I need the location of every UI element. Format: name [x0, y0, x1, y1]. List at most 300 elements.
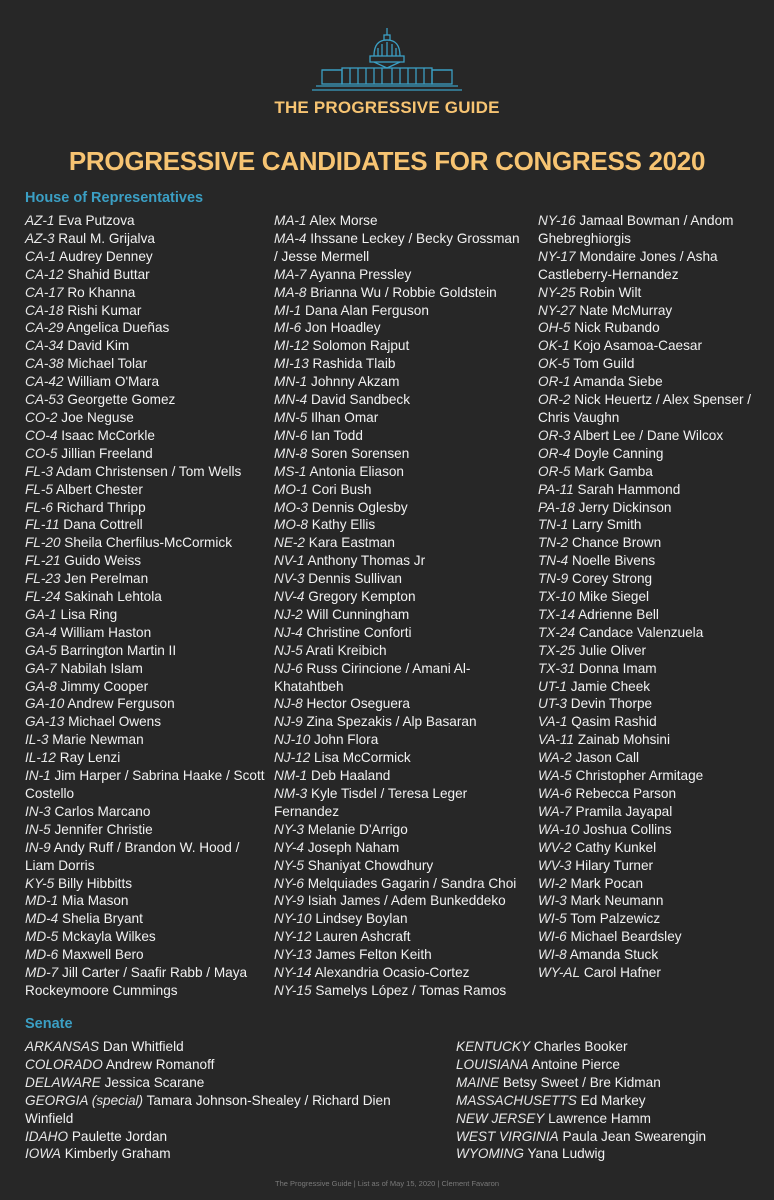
house-candidate: William O'Mara: [67, 374, 160, 390]
house-candidate: Jason Call: [575, 750, 639, 766]
house-entry: [274, 713, 526, 731]
house-candidate: William Haston: [60, 624, 152, 640]
senate-district: LOUISIANA: [456, 1056, 529, 1072]
house-candidate: Ray Lenzi: [59, 750, 121, 766]
house-district: FL-21: [25, 553, 61, 569]
senate-district: WYOMING: [456, 1146, 524, 1162]
senate-district: IDAHO: [25, 1128, 69, 1144]
house-candidate: Shelia Bryant: [62, 911, 143, 927]
house-entry: [274, 964, 526, 982]
senate-district: COLORADO: [25, 1056, 103, 1072]
senate-candidate: Andrew Romanoff: [105, 1056, 215, 1072]
house-entry: [25, 516, 265, 534]
house-entry: [538, 302, 760, 320]
house-district: MI-6: [274, 320, 302, 336]
senate-district: MASSACHUSETTS: [456, 1092, 577, 1108]
senate-entry: [456, 1092, 756, 1110]
senate-entry: [456, 1074, 756, 1092]
senate-entry: [25, 1074, 415, 1092]
house-district: GA-7: [25, 660, 57, 676]
house-entry: [25, 248, 265, 266]
house-entry: [274, 839, 526, 857]
house-candidate: Sakinah Lehtola: [64, 589, 162, 605]
house-entry: [25, 427, 265, 445]
house-entry: [538, 910, 760, 928]
house-district: IN-3: [25, 803, 51, 819]
house-district: VA-11: [538, 732, 575, 748]
senate-candidate: Jessica Scarane: [104, 1074, 205, 1090]
house-candidate: Brianna Wu / Robbie Goldstein: [310, 284, 497, 300]
senate-district: ARKANSAS: [25, 1039, 100, 1054]
house-entry: [538, 857, 760, 875]
house-district: WV-3: [538, 857, 572, 873]
house-candidate: Albert Lee / Dane Wilcox: [573, 427, 724, 443]
house-district: FL-20: [25, 535, 61, 551]
house-entry: [538, 624, 760, 642]
house-entry: [274, 731, 526, 749]
house-district: NY-10: [274, 911, 312, 927]
house-entry: [538, 248, 760, 284]
house-district: WI-5: [538, 911, 567, 927]
house-district: MN-6: [274, 427, 308, 443]
house-column-3: [538, 212, 760, 982]
house-district: WA-2: [538, 750, 572, 766]
house-district: TX-14: [538, 606, 576, 622]
house-district: FL-24: [25, 589, 61, 605]
senate-candidate: Kimberly Graham: [64, 1146, 171, 1162]
house-candidate: Raul M. Grijalva: [58, 230, 155, 246]
house-entry: [25, 445, 265, 463]
house-candidate: Soren Sorensen: [311, 445, 410, 461]
house-candidate: Melanie D'Arrigo: [307, 821, 408, 837]
senate-candidate: Paulette Jordan: [71, 1128, 168, 1144]
house-entry: [274, 767, 526, 785]
house-entry: [25, 660, 265, 678]
house-entry: [25, 391, 265, 409]
house-entry: [25, 678, 265, 696]
house-candidate: Dennis Sullivan: [308, 571, 402, 587]
house-candidate: Jennifer Christie: [54, 821, 153, 837]
house-district: TX-10: [538, 589, 576, 605]
house-district: FL-11: [25, 517, 60, 533]
house-district: MA-4: [274, 230, 307, 246]
house-district: TN-2: [538, 535, 569, 551]
house-entry: [538, 713, 760, 731]
footer-credit: The Progressive Guide | List as of May 15, 2020 | Clement Favaron: [274, 1179, 499, 1188]
house-candidate: Ilhan Omar: [311, 409, 379, 425]
house-entry: [538, 785, 760, 803]
house-entry: [538, 803, 760, 821]
senate-column-2: [456, 1038, 756, 1163]
house-district: CA-1: [25, 248, 56, 264]
house-entry: [25, 624, 265, 642]
house-district: WV-2: [538, 839, 572, 855]
house-candidate: Christopher Armitage: [575, 768, 704, 784]
house-district: OK-1: [538, 338, 570, 354]
house-district: MD-4: [25, 911, 59, 927]
house-candidate: Billy Hibbitts: [58, 875, 133, 891]
house-entry: [25, 839, 265, 875]
house-district: WA-10: [538, 821, 580, 837]
house-candidate: Cathy Kunkel: [575, 839, 657, 855]
senate-district: NEW JERSEY: [456, 1110, 545, 1126]
house-district: MD-6: [25, 947, 59, 963]
house-candidate: Isaac McCorkle: [61, 427, 155, 443]
senate-column-1: [25, 1038, 415, 1163]
house-entry: [25, 803, 265, 821]
house-entry: [274, 588, 526, 606]
house-candidate: Jimmy Cooper: [60, 678, 149, 694]
house-entry: [538, 749, 760, 767]
house-district: IL-12: [25, 750, 56, 766]
house-district: NY-3: [274, 821, 304, 837]
house-district: WA-5: [538, 768, 572, 784]
house-entry: [274, 552, 526, 570]
house-candidate: Sheila Cherfilus-McCormick: [64, 535, 232, 551]
house-candidate: Melquiades Gagarin / Sandra Choi: [307, 875, 517, 891]
logo: [0, 26, 774, 92]
house-entry: [25, 892, 265, 910]
house-entry: [538, 660, 760, 678]
house-candidate: Kara Eastman: [308, 535, 395, 551]
house-district: WI-2: [538, 875, 567, 891]
senate-district: WEST VIRGINIA: [456, 1128, 559, 1144]
house-district: FL-5: [25, 481, 53, 497]
senate-entry: [456, 1038, 756, 1056]
house-district: MI-12: [274, 338, 309, 354]
house-entry: [25, 910, 265, 928]
house-district: OR-2: [538, 392, 571, 408]
senate-candidate: Tamara Johnson-Shealey / Richard Dien Winfield: [25, 1092, 391, 1126]
house-entry: [25, 463, 265, 481]
senate-candidate: Paula Jean Swearengin: [562, 1128, 707, 1144]
house-district: NJ-6: [274, 660, 303, 676]
house-entry: [25, 570, 265, 588]
house-district: NV-1: [274, 553, 305, 569]
house-entry: [274, 660, 526, 696]
house-candidate: Angelica Dueñas: [66, 320, 170, 336]
house-entry: [274, 355, 526, 373]
senate-heading: Senate: [25, 1016, 73, 1032]
house-district: NM-3: [274, 786, 308, 801]
house-column-2: [274, 212, 526, 1000]
house-district: NE-2: [274, 535, 305, 551]
house-entry: [25, 767, 265, 803]
house-district: TN-9: [538, 571, 569, 587]
house-entry: [538, 337, 760, 355]
senate-entry: [456, 1056, 756, 1074]
house-district: CA-38: [25, 356, 64, 372]
house-district: NY-27: [538, 302, 576, 318]
house-candidate: Audrey Denney: [59, 248, 153, 264]
house-district: AZ-3: [25, 230, 55, 246]
house-candidate: Ian Todd: [311, 427, 363, 443]
house-entry: [274, 445, 526, 463]
house-candidate: Qasim Rashid: [571, 714, 657, 730]
house-candidate: Mia Mason: [62, 893, 129, 909]
house-entry: [274, 606, 526, 624]
house-entry: [538, 552, 760, 570]
house-entry: [274, 875, 526, 893]
house-district: OR-3: [538, 427, 571, 443]
house-candidate: Anthony Thomas Jr: [307, 553, 426, 569]
house-entry: [25, 230, 265, 248]
house-candidate: Eva Putzova: [58, 213, 135, 228]
house-district: NY-15: [274, 982, 312, 998]
house-candidate: Jamaal Bowman / Andom Ghebreghiorgis: [538, 213, 734, 246]
house-district: NY-5: [274, 857, 304, 873]
house-entry: [538, 678, 760, 696]
house-district: NJ-9: [274, 714, 303, 730]
house-district: MD-7: [25, 965, 59, 981]
house-district: NV-4: [274, 589, 305, 605]
senate-candidate: Betsy Sweet / Bre Kidman: [502, 1074, 661, 1090]
house-district: KY-5: [25, 875, 55, 891]
house-candidate: Chance Brown: [572, 535, 662, 551]
house-candidate: Amanda Stuck: [569, 947, 659, 963]
house-candidate: Shahid Buttar: [67, 266, 150, 282]
house-entry: [538, 534, 760, 552]
house-candidate: Zina Spezakis / Alp Basaran: [306, 714, 477, 730]
house-entry: [274, 391, 526, 409]
house-district: WI-3: [538, 893, 567, 909]
house-candidate: Albert Chester: [55, 481, 143, 497]
house-entry: [25, 695, 265, 713]
house-candidate: Jim Harper / Sabrina Haake / Scott Costello: [25, 768, 265, 801]
house-entry: [25, 749, 265, 767]
house-district: NJ-4: [274, 624, 303, 640]
house-entry: [25, 319, 265, 337]
house-candidate: Amanda Siebe: [573, 374, 663, 390]
house-entry: [274, 284, 526, 302]
house-entry: [25, 302, 265, 320]
house-district: GA-13: [25, 714, 65, 730]
house-entry: [274, 982, 526, 1000]
house-candidate: Mark Pocan: [570, 875, 644, 891]
house-district: NV-3: [274, 571, 305, 587]
house-candidate: Andy Ruff / Brandon W. Hood / Liam Dorris: [25, 839, 240, 873]
house-candidate: Lisa McCormick: [314, 750, 411, 766]
house-district: NJ-8: [274, 696, 303, 712]
house-candidate: Mark Neumann: [570, 893, 664, 909]
house-district: AZ-1: [25, 213, 55, 228]
house-entry: [274, 642, 526, 660]
house-entry: [274, 892, 526, 910]
house-district: MD-1: [25, 893, 59, 909]
house-district: CA-12: [25, 266, 64, 282]
house-district: NY-14: [274, 965, 312, 981]
house-district: MN-5: [274, 409, 308, 425]
house-district: FL-3: [25, 463, 53, 479]
house-district: MS-1: [274, 463, 307, 479]
house-entry: [538, 355, 760, 373]
senate-district: GEORGIA (special): [25, 1092, 144, 1108]
house-district: TX-25: [538, 642, 576, 658]
house-entry: [25, 713, 265, 731]
house-candidate: Jon Hoadley: [304, 320, 381, 336]
senate-entry: [456, 1128, 756, 1146]
house-district: WA-6: [538, 786, 572, 801]
house-entry: [274, 534, 526, 552]
house-entry: [274, 463, 526, 481]
house-district: MN-8: [274, 445, 308, 461]
house-district: WY-AL: [538, 965, 581, 981]
house-entry: [538, 427, 760, 445]
house-candidate: Samelys López / Tomas Ramos: [315, 982, 507, 998]
house-entry: [538, 606, 760, 624]
house-candidate: Marie Newman: [52, 732, 144, 748]
house-district: CO-4: [25, 427, 58, 443]
senate-entry: [25, 1056, 415, 1074]
house-district: CA-29: [25, 320, 64, 336]
house-candidate: Ihssane Leckey / Becky Grossman / Jesse Mermell: [274, 230, 520, 264]
house-district: NY-25: [538, 284, 576, 300]
house-district: NY-17: [538, 248, 576, 264]
house-entry: [538, 373, 760, 391]
house-entry: [25, 731, 265, 749]
house-candidate: Lindsey Boylan: [315, 911, 408, 927]
house-entry: [25, 481, 265, 499]
house-district: TX-31: [538, 660, 576, 676]
house-candidate: Guido Weiss: [64, 553, 142, 569]
house-candidate: Jerry Dickinson: [578, 499, 672, 515]
house-column-1: [25, 212, 265, 1000]
house-candidate: Isiah James / Adem Bunkeddeko: [307, 893, 506, 909]
house-district: IN-1: [25, 768, 51, 784]
house-district: GA-1: [25, 606, 57, 622]
house-candidate: Johnny Akzam: [311, 374, 400, 390]
senate-candidate: Yana Ludwig: [527, 1146, 606, 1162]
house-candidate: Lauren Ashcraft: [315, 929, 411, 945]
senate-entry: [25, 1128, 415, 1146]
house-district: PA-18: [538, 499, 575, 515]
house-entry: [274, 946, 526, 964]
house-entry: [274, 910, 526, 928]
house-candidate: Tom Guild: [573, 356, 635, 372]
house-candidate: Nate McMurray: [579, 302, 673, 318]
house-entry: [274, 785, 526, 821]
house-entry: [274, 319, 526, 337]
house-candidate: Joseph Naham: [307, 839, 400, 855]
house-entry: [538, 284, 760, 302]
house-candidate: Hector Oseguera: [306, 696, 410, 712]
house-candidate: Pramila Jayapal: [575, 803, 673, 819]
house-district: MA-1: [274, 213, 307, 228]
house-candidate: Arati Kreibich: [305, 642, 387, 658]
house-entry: [538, 588, 760, 606]
house-entry: [25, 266, 265, 284]
senate-entry: [456, 1145, 756, 1163]
house-candidate: Nick Heuertz / Alex Spenser / Chris Vaughn: [538, 392, 752, 425]
house-heading: House of Representatives: [25, 190, 204, 206]
senate-district: DELAWARE: [25, 1074, 101, 1090]
house-candidate: Sarah Hammond: [577, 481, 681, 497]
house-entry: [538, 964, 760, 982]
house-candidate: James Felton Keith: [315, 947, 432, 963]
house-district: TX-24: [538, 624, 576, 640]
house-district: NY-16: [538, 213, 576, 228]
house-candidate: Kyle Tisdel / Teresa Leger Fernandez: [274, 786, 468, 819]
house-candidate: John Flora: [314, 732, 379, 748]
house-district: IN-5: [25, 821, 51, 837]
house-district: TN-1: [538, 517, 569, 533]
house-district: UT-3: [538, 696, 567, 712]
house-district: NY-6: [274, 875, 304, 891]
house-candidate: Alexandria Ocasio-Cortez: [314, 965, 470, 981]
house-entry: [274, 749, 526, 767]
house-entry: [25, 284, 265, 302]
senate-candidate: Ed Markey: [580, 1092, 646, 1108]
house-candidate: Devin Thorpe: [570, 696, 653, 712]
house-candidate: Will Cunningham: [306, 606, 410, 622]
house-entry: [274, 302, 526, 320]
house-district: CO-5: [25, 445, 58, 461]
house-district: MO-1: [274, 481, 308, 497]
house-entry: [274, 230, 526, 266]
house-entry: [25, 337, 265, 355]
house-candidate: Alex Morse: [309, 213, 378, 228]
house-entry: [538, 463, 760, 481]
house-candidate: Dana Cottrell: [63, 517, 143, 533]
brand-name: THE PROGRESSIVE GUIDE: [274, 98, 500, 117]
house-candidate: Carol Hafner: [583, 965, 661, 981]
house-candidate: Solomon Rajput: [312, 338, 410, 354]
house-district: IN-9: [25, 839, 51, 855]
house-entry: [538, 570, 760, 588]
house-district: GA-8: [25, 678, 57, 694]
house-district: OR-1: [538, 374, 571, 390]
house-entry: [25, 946, 265, 964]
senate-district: MAINE: [456, 1074, 500, 1090]
house-district: NY-12: [274, 929, 312, 945]
house-entry: [538, 516, 760, 534]
senate-district: KENTUCKY: [456, 1039, 531, 1054]
house-candidate: Barrington Martin II: [60, 642, 177, 658]
house-district: IL-3: [25, 732, 49, 748]
house-entry: [25, 588, 265, 606]
house-candidate: Jen Perelman: [64, 571, 149, 587]
house-candidate: Dana Alan Ferguson: [304, 302, 429, 318]
house-entry: [538, 946, 760, 964]
house-candidate: Carlos Marcano: [54, 803, 151, 819]
house-district: GA-4: [25, 624, 57, 640]
house-entry: [274, 409, 526, 427]
house-entry: [538, 642, 760, 660]
house-district: MA-7: [274, 266, 307, 282]
house-district: NY-13: [274, 947, 312, 963]
house-entry: [25, 875, 265, 893]
house-entry: [274, 516, 526, 534]
house-candidate: Ro Khanna: [67, 284, 136, 300]
house-candidate: Jillian Freeland: [61, 445, 153, 461]
house-candidate: Nick Rubando: [574, 320, 660, 336]
house-entry: [274, 857, 526, 875]
house-candidate: Hilary Turner: [575, 857, 654, 873]
house-entry: [538, 445, 760, 463]
house-entry: [274, 821, 526, 839]
house-candidate: Kathy Ellis: [311, 517, 376, 533]
house-entry: [25, 409, 265, 427]
house-entry: [25, 534, 265, 552]
house-district: NJ-5: [274, 642, 303, 658]
house-candidate: David Kim: [67, 338, 130, 354]
senate-entry: [25, 1038, 415, 1056]
house-entry: [274, 928, 526, 946]
house-candidate: Tom Palzewicz: [570, 911, 661, 927]
senate-candidate: Charles Booker: [533, 1039, 628, 1054]
house-candidate: Mondaire Jones / Asha Castleberry-Hernandez: [538, 248, 718, 282]
house-candidate: Shaniyat Chowdhury: [307, 857, 434, 873]
